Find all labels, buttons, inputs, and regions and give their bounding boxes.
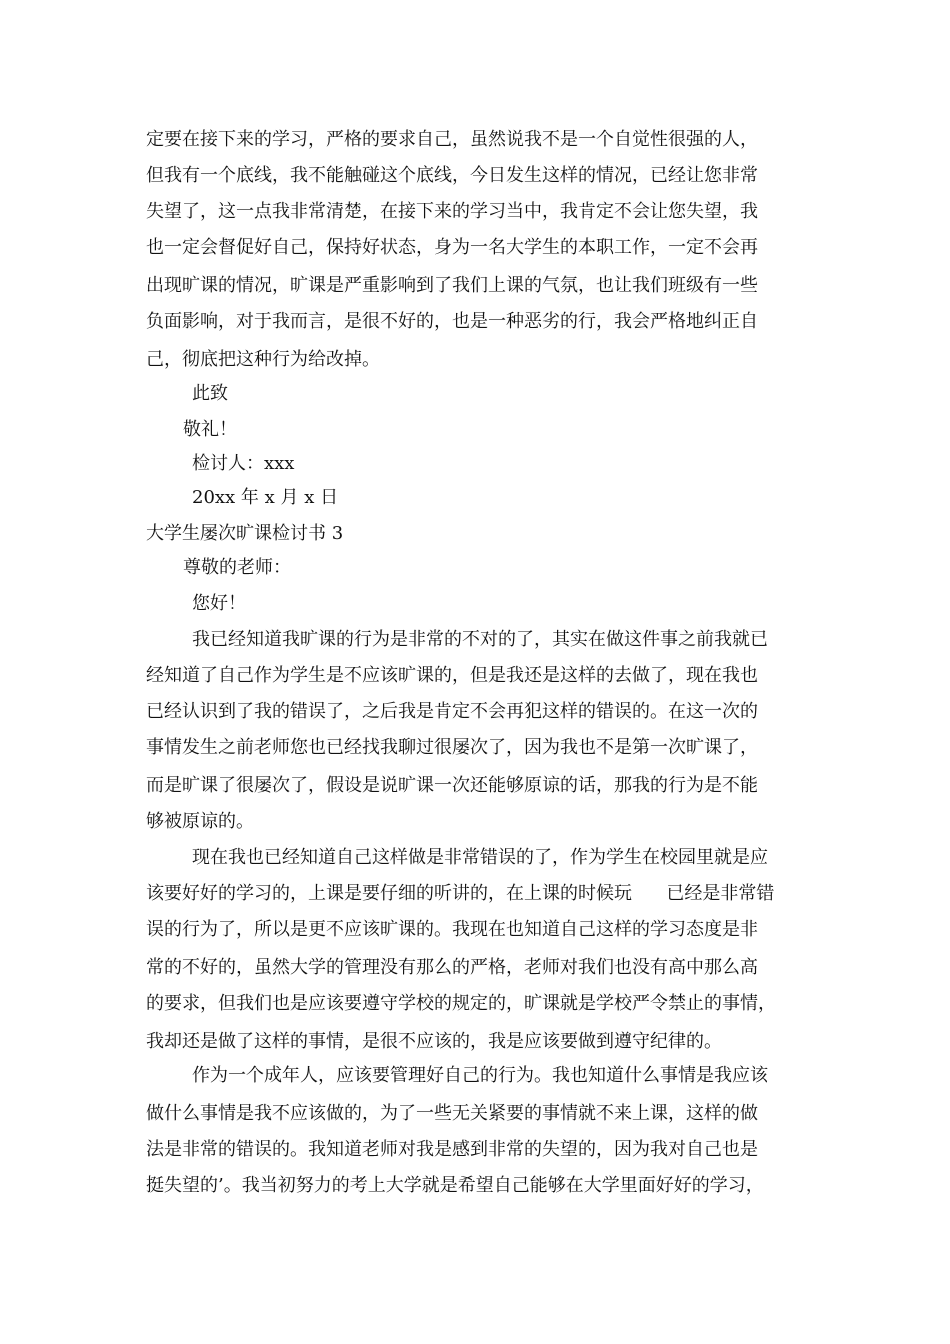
text-line: 经知道了自己作为学生是不应该旷课的，但是我还是这样的去做了，现在我也: [146, 665, 758, 686]
text-line: 挺失望的’。我当初努力的考上大学就是希望自己能够在大学里面好好的学习，: [146, 1175, 764, 1196]
text-line: 够被原谅的。: [146, 811, 254, 832]
text-line: 已经认识到了我的错误了，之后我是肯定不会再犯这样的错误的。在这一次的: [146, 701, 758, 722]
text-line: 我却还是做了这样的事情，是很不应该的，我是应该要做到遵守纪律的。: [146, 1031, 722, 1052]
date: 20xx 年 x 月 x 日: [192, 487, 339, 508]
text-line: 也一定会督促好自己，保持好状态，身为一名大学生的本职工作，一定不会再: [146, 237, 758, 258]
greeting-hello: 您好！: [192, 593, 246, 614]
text-line: 我已经知道我旷课的行为是非常的不对的了，其实在做这件事之前我就已: [192, 629, 768, 650]
text-line: 定要在接下来的学习，严格的要求自己，虽然说我不是一个自觉性很强的人，: [146, 129, 758, 150]
text-line: 法是非常的错误的。我知道老师对我是感到非常的失望的，因为我对自己也是: [146, 1139, 758, 1160]
text-line: 但我有一个底线，我不能触碰这个底线，今日发生这样的情况，已经让您非常: [146, 165, 758, 186]
closing-salutation: 此致: [192, 383, 228, 404]
section-title: 大学生屡次旷课检讨书 3: [146, 523, 344, 544]
text-line: 作为一个成年人，应该要管理好自己的行为。我也知道什么事情是我应该: [192, 1065, 768, 1086]
text-line: 事情发生之前老师您也已经找我聊过很屡次了，因为我也不是第一次旷课了，: [146, 737, 758, 758]
text-line: 己，彻底把这种行为给改掉。: [146, 349, 380, 370]
greeting: 尊敬的老师：: [183, 557, 291, 578]
text-line: 出现旷课的情况，旷课是严重影响到了我们上课的气氛，也让我们班级有一些: [146, 275, 758, 296]
text-line: 负面影响，对于我而言，是很不好的，也是一种恶劣的行，我会严格地纠正自: [146, 311, 758, 332]
text-line: 做什么事情是我不应该做的，为了一些无关紧要的事情就不来上课，这样的做: [146, 1103, 758, 1124]
text-line: 常的不好的，虽然大学的管理没有那么的严格，老师对我们也没有高中那么高: [146, 957, 758, 978]
text-line: 该要好好的学习的，上课是要仔细的听讲的，在上课的时候玩 已经是非常错: [146, 883, 775, 904]
text-line: 误的行为了，所以是更不应该旷课的。我现在也知道自己这样的学习态度是非: [146, 919, 758, 940]
text-line: 现在我也已经知道自己这样做是非常错误的了，作为学生在校园里就是应: [192, 847, 768, 868]
text-line: 而是旷课了很屡次了，假设是说旷课一次还能够原谅的话，那我的行为是不能: [146, 775, 758, 796]
closing-regards: 敬礼！: [183, 419, 237, 440]
text-line: 失望了，这一点我非常清楚，在接下来的学习当中，我肯定不会让您失望，我: [146, 201, 758, 222]
text-line: 的要求，但我们也是应该要遵守学校的规定的，旷课就是学校严令禁止的事情，: [146, 993, 776, 1014]
signature: 检讨人：xxx: [192, 453, 295, 474]
